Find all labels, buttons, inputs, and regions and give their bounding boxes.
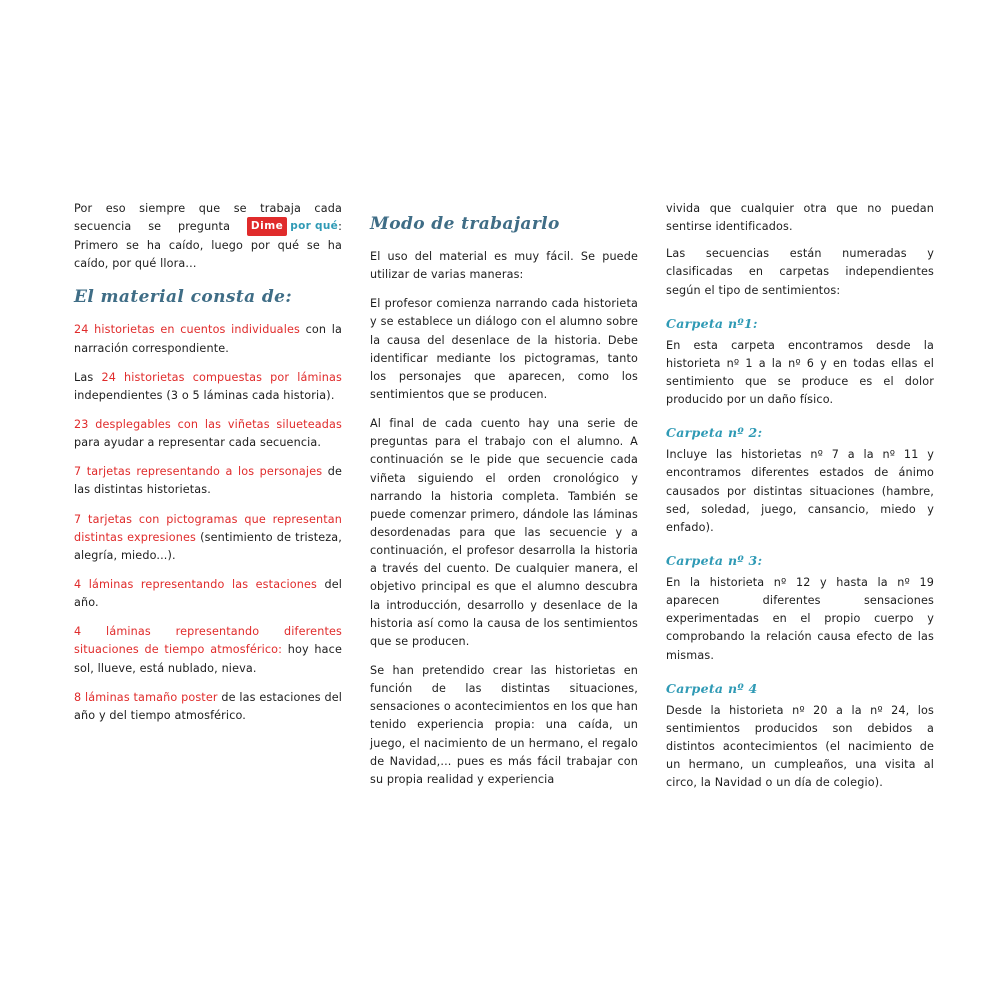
dime-por-que-badge xyxy=(247,218,338,237)
item-highlight: 8 láminas tamaño poster xyxy=(74,690,218,704)
column-center xyxy=(370,200,638,800)
folder-title: Carpeta nº 3: xyxy=(666,552,763,568)
item-highlight: 7 tarjetas representando a los personajes xyxy=(74,465,323,479)
folder-description: Incluye las historietas nº 7 a la nº 11 y encontramos diferentes estados de ánimo causados por distintas situaciones (hambre, sed, soledad, juego, cansancio, miedo y enfado). xyxy=(666,448,934,534)
three-column-layout xyxy=(74,200,936,803)
item-text: de las distintas historietas. xyxy=(74,465,342,497)
list-item xyxy=(74,576,342,612)
list-item xyxy=(74,416,342,452)
body-paragraph: Al final de cada cuento hay una serie de preguntas para el trabajo con el alumno. A continuación se le pide que secuencie cada viñeta siguiendo el orden cronológico y narrando la historia completa. También se puede comenzar primero, dándole las láminas desordenadas para que las secuencie y a continuación, el profesor desarrolla la historia a través del cuento. De cualquier manera, el objetivo principal es que el alumno descubra la introducción, desarrollo y desenlace de la historia así como la causa de los sentimientos que se producen. xyxy=(370,417,638,648)
modo-de-trabajarlo-heading: Modo de trabajarlo xyxy=(370,214,560,234)
intro-colon: : xyxy=(338,220,342,234)
dime-label: Dime xyxy=(247,217,287,236)
body-paragraph: Las secuencias están numeradas y clasificadas en carpetas independientes según el tipo de sentimientos: xyxy=(666,247,934,297)
column-right xyxy=(666,200,934,803)
item-text: con la narración correspondiente. xyxy=(74,323,342,355)
item-prefix: Las xyxy=(74,370,102,384)
list-item xyxy=(74,369,342,405)
item-highlight: 24 historietas en cuentos individuales xyxy=(74,323,300,337)
item-highlight: 24 historietas compuestas por láminas xyxy=(101,370,343,384)
folder-title: Carpeta nº 2: xyxy=(666,425,763,441)
column-left xyxy=(74,200,342,736)
item-text: hoy hace sol, llueve, está nublado, nieva. xyxy=(74,643,343,675)
intro-text-after-badge: Primero se ha caído, luego por qué se ha caído, por qué llora... xyxy=(74,239,342,271)
material-heading: El material consta de: xyxy=(74,287,292,308)
item-highlight: 7 tarjetas con pictogramas que representan distintas expresiones xyxy=(74,512,342,544)
folder-description: En la historieta nº 12 y hasta la nº 19 aparecen diferentes sensaciones experimentadas en el propio cuerpo y comprobando la relación causa efecto de las mismas. xyxy=(666,575,934,662)
body-paragraph: El profesor comienza narrando cada historieta y se establece un diálogo con el alumno sobre la causa del desenlace de la historia. Debe identificar mediante los pictogramas, tanto los personajes que aparecen, como los sentimientos que se producen. xyxy=(370,297,638,401)
body-paragraph: Se han pretendido crear las historietas en función de las distintas situaciones, sensaciones o acontecimientos en los que han tenido experiencia propia: una caída, un juego, el nacimiento de un hermano, el regalo de Navidad,... pues es más fácil trabajar con su propia realidad y experiencia xyxy=(370,663,638,786)
item-highlight: 23 desplegables con las viñetas silueteadas xyxy=(74,417,342,431)
item-text: para ayudar a representar cada secuencia. xyxy=(74,436,322,450)
por-que-label: por qué xyxy=(290,220,339,233)
folder-description: En esta carpeta encontramos desde la historieta nº 1 a la nº 6 y en todas ellas el sentimiento que se produce es el dolor producido por un daño físico. xyxy=(666,338,934,407)
item-text: (sentimiento de tristeza, alegría, miedo...). xyxy=(74,530,342,562)
item-text: de las estaciones del año y del tiempo atmosférico. xyxy=(74,690,342,722)
list-item xyxy=(74,623,342,677)
folder-description: Desde la historieta nº 20 a la nº 24, los sentimientos producidos son debidos a distintos acontecimientos (el nacimiento de un hermano, un cumpleaños, una visita al circo, la Navidad o un día de colegio). xyxy=(666,703,934,790)
item-text: independientes (3 o 5 láminas cada historia). xyxy=(74,388,335,402)
folder-title: Carpeta nº 4 xyxy=(666,680,758,696)
list-item xyxy=(74,689,342,725)
intro-text-before-badge: Por eso siempre que se trabaja cada secuencia se pregunta xyxy=(74,202,342,234)
list-item xyxy=(74,321,342,357)
body-paragraph: vivida que cualquier otra que no puedan sentirse identificados. xyxy=(666,202,934,234)
folder-title: Carpeta nº1: xyxy=(666,315,758,331)
intro-paragraph xyxy=(74,200,342,273)
list-item xyxy=(74,511,342,565)
item-highlight: 4 láminas representando diferentes situaciones de tiempo atmosférico: xyxy=(74,625,342,657)
body-paragraph: El uso del material es muy fácil. Se puede utilizar de varias maneras: xyxy=(370,250,638,282)
item-text: del año. xyxy=(74,577,342,610)
item-highlight: 4 láminas representando las estaciones xyxy=(74,577,318,591)
list-item xyxy=(74,463,342,499)
